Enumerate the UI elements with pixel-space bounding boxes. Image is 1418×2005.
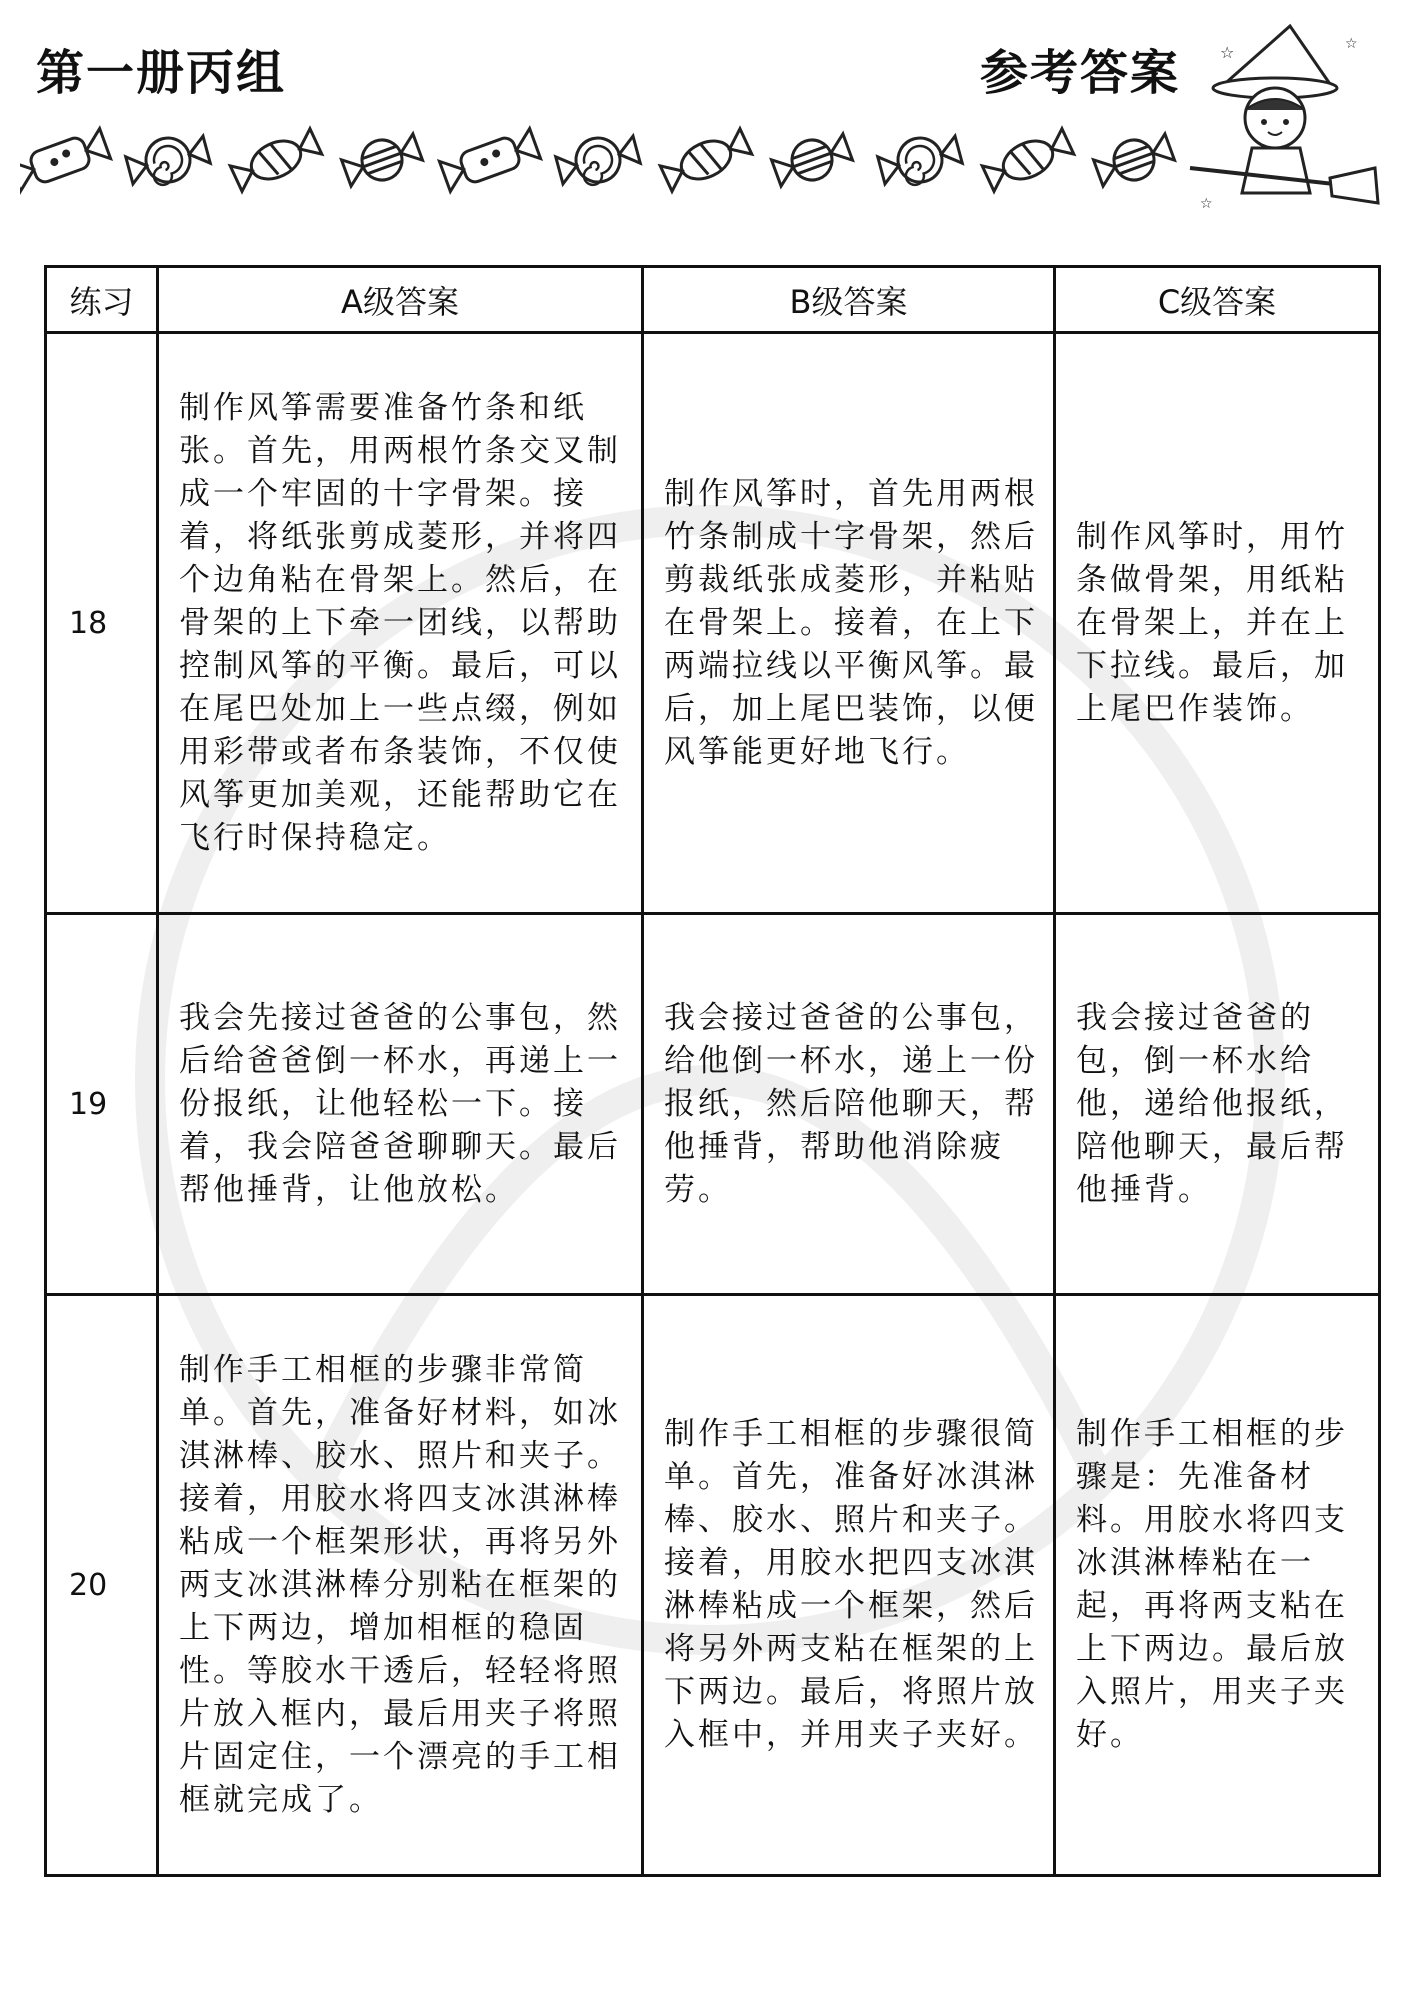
candy-icon: [659, 126, 753, 194]
answer-text: 制作手工相框的步骤是：先准备材料。用胶水将四支冰淇淋棒粘在一起，再将两支粘在上下两边。最后放入照片，用夹子夹好。: [1076, 1416, 1348, 1753]
answer-text: 制作风筝需要准备竹条和纸张。首先，用两根竹条交叉制成一个牢固的十字骨架。接着，将纸张剪成菱形，并将四个边角粘在骨架上。然后，在骨架的上下牵一团线，以帮助控制风筝的平衡。最后，可以在尾巴处加上一些点缀，例如用彩带或者布条装饰，不仅使风筝更加美观，还能帮助它在飞行时保持稳定。: [179, 389, 621, 856]
lollipop-icon: [876, 128, 965, 192]
answer-text: 制作风筝时，首先用两根竹条制成十字骨架，然后剪裁纸张成菱形，并粘贴在骨架上。接着，在上下两端拉线以平衡风筝。最后，加上尾巴装饰，以便风筝能更好地飞行。: [664, 475, 1038, 770]
answer-table: [44, 265, 1381, 1877]
svg-text:☆: ☆: [1345, 36, 1358, 52]
answer-a: [158, 914, 643, 1295]
candy-icon: [981, 126, 1075, 194]
witch-on-broom-icon: [1180, 18, 1380, 218]
answer-text: 制作手工相框的步骤很简单。首先，准备好冰淇淋棒、胶水、照片和夹子。接着，用胶水把四支冰淇淋棒粘成一个框架，然后将另外两支粘在框架的上下两边。最后，将照片放入框中，并用夹子夹好。: [664, 1416, 1038, 1753]
candy-icon: [1091, 128, 1176, 192]
answer-b: [643, 914, 1055, 1295]
candy-icon: [339, 128, 424, 192]
answer-c: [1055, 1295, 1380, 1876]
candy-icon: [229, 126, 323, 194]
table-row: [46, 914, 1380, 1295]
answer-b: [643, 333, 1055, 914]
book-title: 第一册丙组: [36, 45, 287, 101]
header-c-level: C级答案: [1055, 267, 1380, 333]
answer-text: 制作手工相框的步骤非常简单。首先，准备好材料，如冰淇淋棒、胶水、照片和夹子。接着，用胶水将四支冰淇淋棒粘成一个框架形状，再将另外两支冰淇淋棒分别粘在框架的上下两边，增加相框的稳固性。等胶水干透后，轻轻将照片放入框内，最后用夹子将照片固定住，一个漂亮的手工相框就完成了。: [179, 1351, 621, 1818]
answer-key-title: 参考答案: [980, 45, 1181, 101]
exercise-number: 18: [46, 333, 158, 914]
answer-text: 我会接过爸爸的包，倒一杯水给他，递给他报纸，陪他聊天，最后帮他捶背。: [1076, 999, 1348, 1208]
answer-c: [1055, 333, 1380, 914]
answer-text: 制作风筝时，用竹条做骨架，用纸粘在骨架上，并在上下拉线。最后，加上尾巴作装饰。: [1076, 518, 1348, 727]
header-b-level: B级答案: [643, 267, 1055, 333]
lollipop-icon: [124, 128, 213, 192]
answer-a: [158, 1295, 643, 1876]
header-exercise: 练习: [46, 267, 158, 333]
answer-c: [1055, 914, 1380, 1295]
exercise-number: 19: [46, 914, 158, 1295]
table-row: [46, 333, 1380, 914]
header-a-level: A级答案: [158, 267, 643, 333]
candy-icon: [769, 128, 854, 192]
svg-text:☆: ☆: [1200, 196, 1213, 212]
candy-icon: [20, 129, 111, 192]
table-header-row: [46, 267, 1380, 333]
candy-decoration-row: [20, 118, 1200, 198]
answer-b: [643, 1295, 1055, 1876]
answer-text: 我会先接过爸爸的公事包，然后给爸爸倒一杯水，再递上一份报纸，让他轻松一下。接着，我会陪爸爸聊聊天。最后帮他捶背，让他放松。: [179, 999, 621, 1208]
candy-icon: [439, 129, 540, 192]
answer-a: [158, 333, 643, 914]
answer-text: 我会接过爸爸的公事包，给他倒一杯水，递上一份报纸，然后陪他聊天，帮他捶背，帮助他消除疲劳。: [664, 999, 1038, 1208]
exercise-number: 20: [46, 1295, 158, 1876]
table-row: [46, 1295, 1380, 1876]
lollipop-icon: [554, 128, 643, 192]
svg-text:☆: ☆: [1220, 43, 1235, 62]
